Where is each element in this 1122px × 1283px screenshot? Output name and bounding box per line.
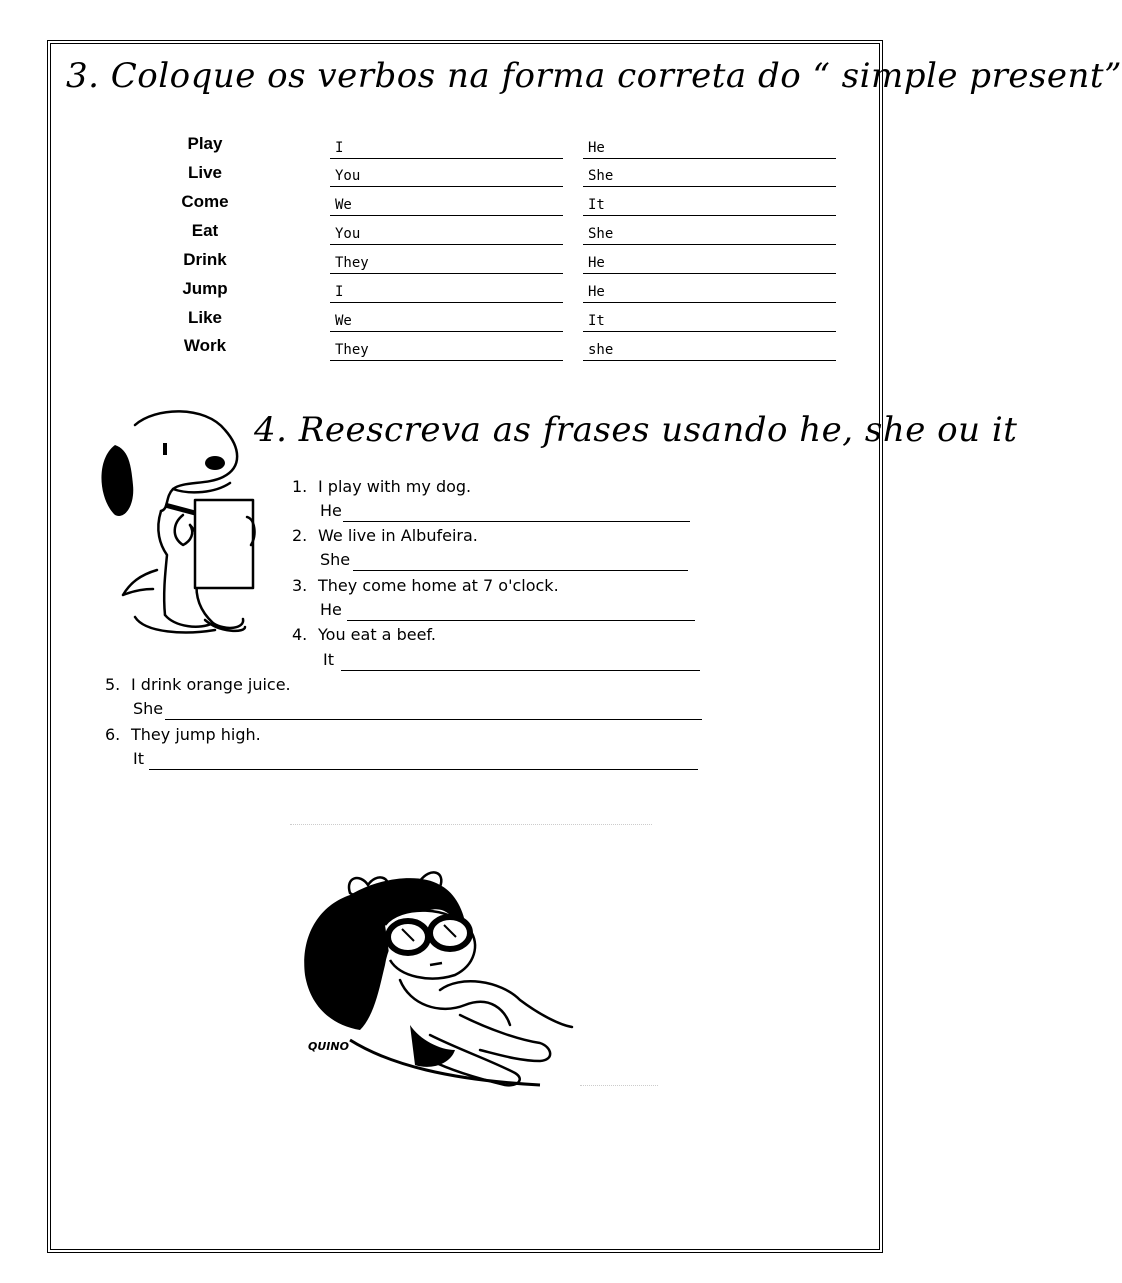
item-sentence: I drink orange juice. [131,675,291,694]
answer-field[interactable]: She [583,223,836,245]
answer-line[interactable] [133,698,702,720]
item-sentence: They come home at 7 o'clock. [318,576,559,595]
mafalda-sunglasses-icon [290,865,580,1090]
answer-field[interactable]: I [330,281,563,303]
verb-label: Eat [191,221,219,240]
answer-field[interactable]: We [330,310,563,332]
verb-label: Jump [182,279,228,298]
list-item [292,625,436,644]
answer-field[interactable]: It [583,194,836,216]
faint-divider [580,1085,658,1086]
verb-label: Live [187,163,223,182]
item-sentence: We live in Albufeira. [318,526,478,545]
answer-line[interactable] [320,549,688,571]
answer-prefix: It [133,749,144,768]
verb-label: Come [181,192,229,211]
item-sentence: I play with my dog. [318,477,472,496]
answer-prefix: She [133,699,164,718]
item-sentence: They jump high. [131,725,261,744]
list-item [292,526,478,545]
list-item [105,675,291,694]
item-number: 4. [292,625,308,644]
item-number: 5. [105,675,121,694]
faint-divider [290,824,652,825]
snoopy-holding-paper-icon [95,405,265,635]
list-item [105,725,261,744]
answer-line[interactable] [320,500,690,522]
answer-field[interactable]: I [330,137,563,159]
answer-line[interactable] [320,599,695,621]
item-number: 1. [292,477,308,496]
section3-title: 3. Coloque os verbos na forma correta do “ simple present” [66,56,1122,96]
answer-field[interactable]: She [583,165,836,187]
list-item [292,576,559,595]
answer-field[interactable]: It [583,310,836,332]
answer-prefix: It [323,650,334,669]
item-number: 6. [105,725,121,744]
answer-field[interactable]: We [330,194,563,216]
answer-prefix: He [320,501,342,520]
item-number: 2. [292,526,308,545]
answer-field[interactable]: He [583,137,836,159]
answer-field[interactable]: He [583,252,836,274]
answer-field[interactable]: she [583,339,836,361]
list-item [292,477,471,496]
answer-field[interactable]: They [330,339,563,361]
item-sentence: You eat a beef. [318,625,436,644]
item-number: 3. [292,576,308,595]
section4-title: 4. Reescreva as frases usando he, she ou it [254,410,1018,450]
answer-field[interactable]: You [330,165,563,187]
answer-prefix: She [320,550,351,569]
answer-line[interactable] [323,649,700,671]
answer-prefix: He [320,600,342,619]
verb-label: Work [183,336,227,355]
verb-label: Drink [183,250,227,269]
verb-label: Like [187,308,223,327]
answer-line[interactable] [133,748,698,770]
answer-field[interactable]: They [330,252,563,274]
answer-field[interactable]: He [583,281,836,303]
verb-label: Play [187,134,223,153]
answer-field[interactable]: You [330,223,563,245]
signature: QUINO [308,1040,349,1053]
